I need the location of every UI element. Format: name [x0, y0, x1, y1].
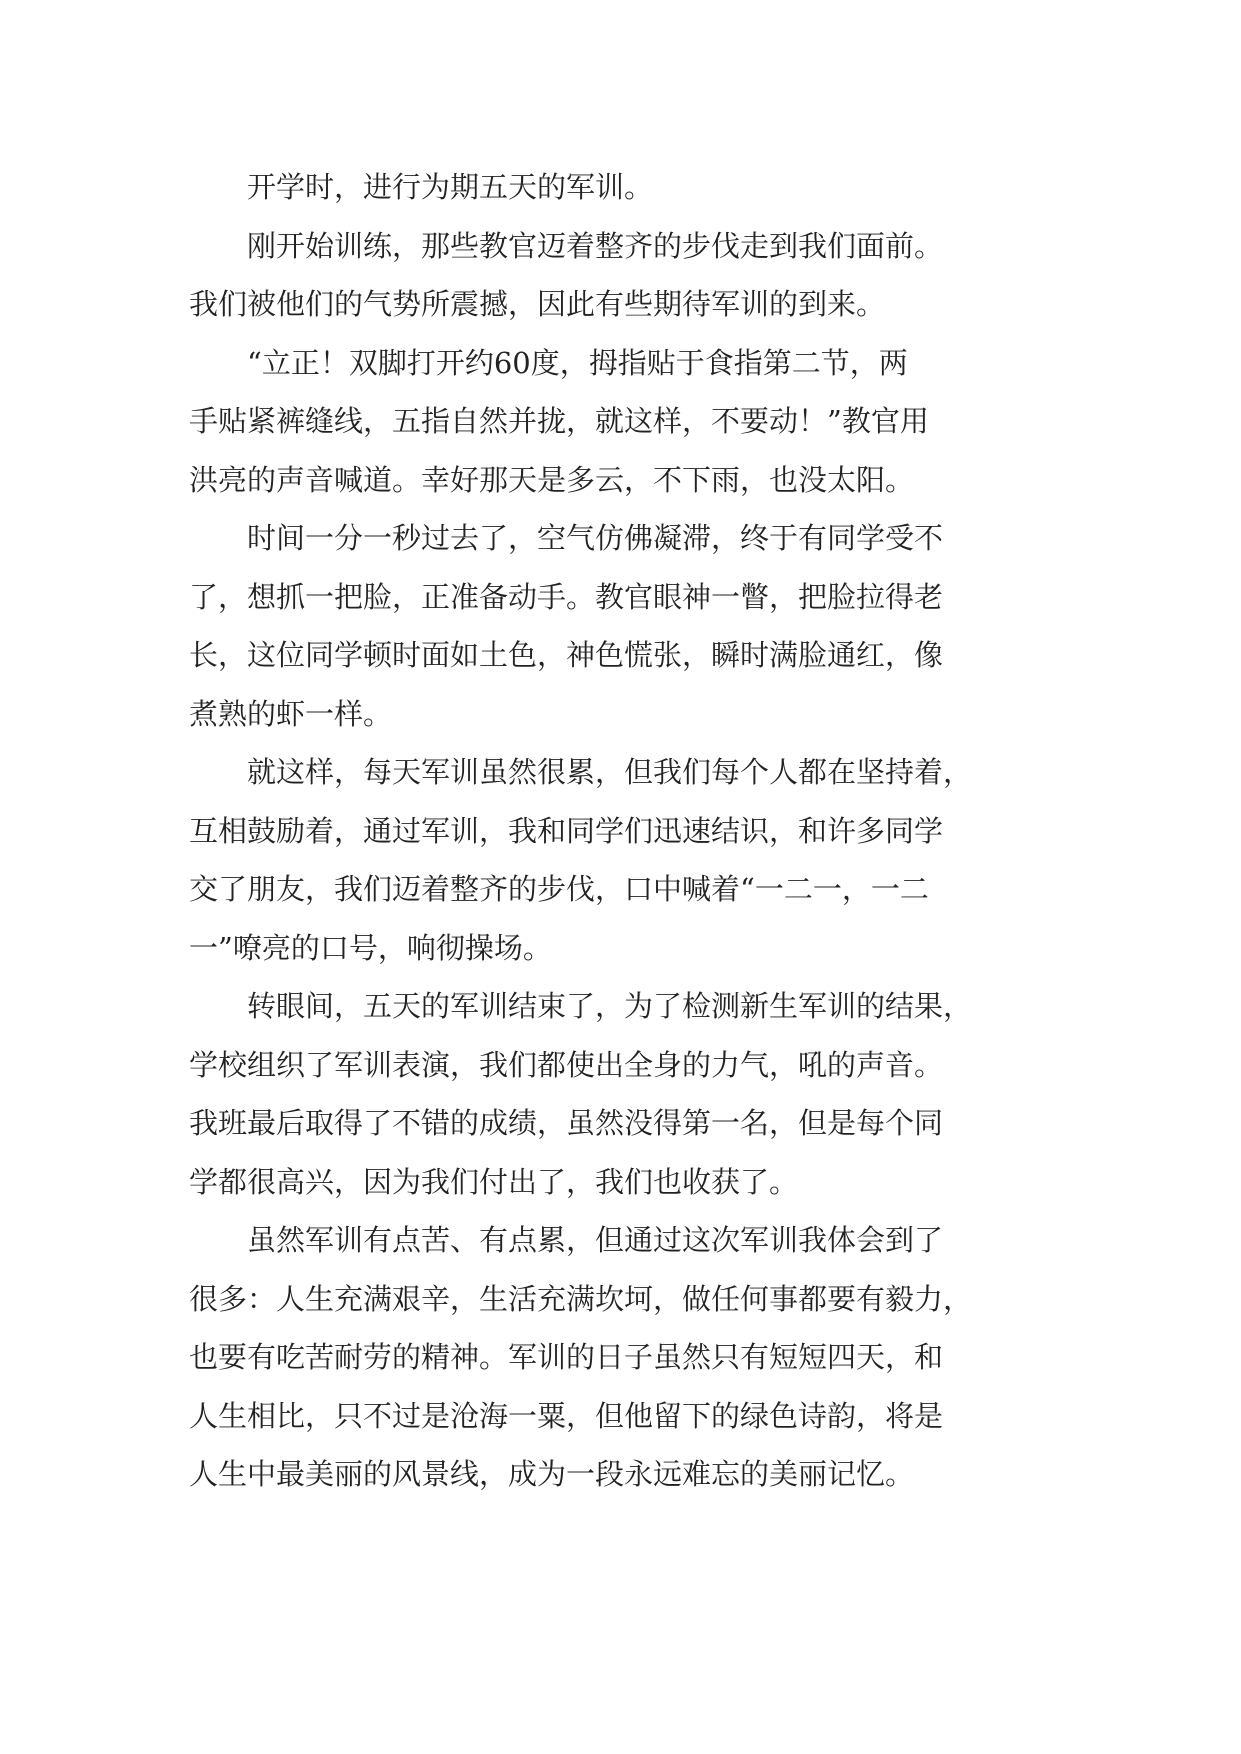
paragraph-4-line-4: 煮熟的虾一样。 — [189, 696, 393, 731]
paragraph-3-line-2: 手贴紧裤缝线，五指自然并拢，就这样，不要动！”教官用 — [189, 404, 929, 438]
paragraph-4-line-2: 了，想抓一把脸，正准备动手。教官眼神一瞥，把脸拉得老 — [189, 579, 944, 614]
paragraph-5-line-3: 交了朋友，我们迈着整齐的步伐，口中喊着“一二一，一二 — [189, 872, 929, 906]
paragraph-5-line-1: 就这样，每天军训虽然很累，但我们每个人都在坚持着， — [247, 755, 973, 789]
paragraph-2-line-1: 刚开始训练，那些教官迈着整齐的步伐走到我们面前。 — [247, 228, 944, 263]
paragraph-6-line-1: 转眼间，五天的军训结束了，为了检测新生军训的结果， — [247, 989, 973, 1023]
paragraph-7-line-5: 人生中最美丽的风景线，成为一段永远难忘的美丽记忆。 — [189, 1457, 915, 1491]
paragraph-1-line-1: 开学时，进行为期五天的军训。 — [247, 170, 654, 204]
paragraph-4-line-1: 时间一分一秒过去了，空气仿佛凝滞，终于有同学受不 — [247, 521, 944, 555]
paragraph-6-line-2: 学校组织了军训表演，我们都使出全身的力气，吼的声音。 — [189, 1047, 944, 1082]
paragraph-3-line-3: 洪亮的声音喊道。幸好那天是多云，不下雨，也没太阳。 — [189, 462, 915, 497]
paragraph-6-line-4: 学都很高兴，因为我们付出了，我们也收获了。 — [189, 1164, 799, 1199]
paragraph-7-line-3: 也要有吃苦耐劳的精神。军训的日子虽然只有短短四天，和 — [189, 1340, 944, 1374]
paragraph-2-line-2: 我们被他们的气势所震撼，因此有些期待军训的到来。 — [189, 287, 886, 321]
paragraph-7-line-1: 虽然军训有点苦、有点累，但通过这次军训我体会到了 — [247, 1223, 944, 1257]
essay-body — [189, 158, 1069, 1504]
paragraph-7-line-2: 很多：人生充满艰辛，生活充满坎坷，做任何事都要有毅力， — [189, 1281, 973, 1316]
paragraph-6-line-3: 我班最后取得了不错的成绩，虽然没得第一名，但是每个同 — [189, 1106, 944, 1140]
paragraph-4-line-3: 长，这位同学顿时面如土色，神色慌张，瞬时满脸通红，像 — [189, 638, 944, 672]
paragraph-5-line-2: 互相鼓励着，通过军训，我和同学们迅速结识，和许多同学 — [189, 813, 944, 848]
paragraph-7-line-4: 人生相比，只不过是沧海一粟，但他留下的绿色诗韵，将是 — [189, 1398, 944, 1433]
paragraph-3-line-1: “立正！双脚打开约60度，拇指贴于食指第二节，两 — [247, 345, 908, 380]
paragraph-5-line-4: 一”嘹亮的口号，响彻操场。 — [189, 930, 552, 965]
